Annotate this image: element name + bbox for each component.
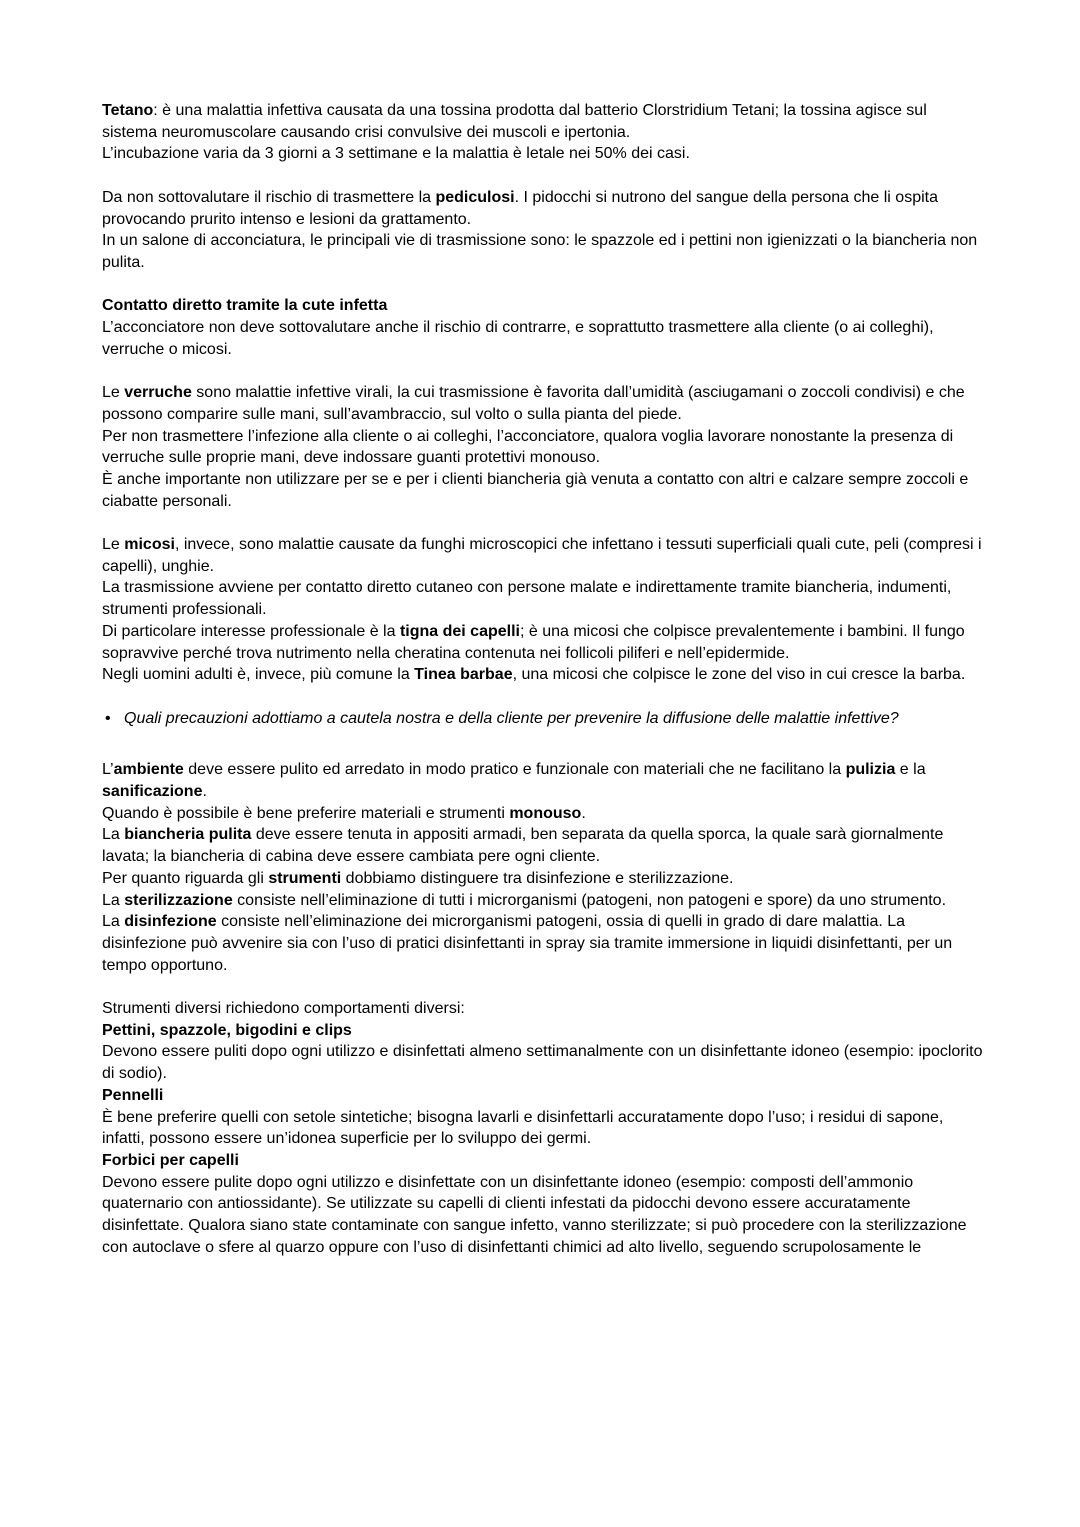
text-segment: È anche importante non utilizzare per se e per i clienti biancheria già venuta a contatto con altri e calzare sempre zoccoli e ciabatte personali. <box>102 470 969 510</box>
bold-text-segment: biancheria pulita <box>124 826 252 844</box>
text-segment: deve essere tenuta in appositi armadi, ben separata da quella sporca, la quale sarà giornalmente lavata; la biancheria di cabina deve essere cambiata pere ogni cliente. <box>102 826 944 866</box>
section-heading <box>102 295 986 317</box>
paragraph-gap <box>102 686 986 708</box>
text-segment: Le <box>102 384 125 402</box>
text-line <box>102 1041 986 1084</box>
text-line <box>102 469 986 512</box>
text-line <box>102 759 986 802</box>
bold-text-segment: pulizia <box>845 761 896 779</box>
text-segment: Per non trasmettere l’infezione alla cliente o ai colleghi, l’acconciatore, qualora voglia lavorare nonostante la presenza di verruche sulle proprie mani, deve indossare guanti protettivi monouso. <box>102 427 954 467</box>
text-segment: È bene preferire quelli con setole sintetiche; bisogna lavarli e disinfettarli accuratamente dopo l’uso; i residui di sapone, infatti, possono essere un’idonea superficie per lo sviluppo dei germi. <box>102 1108 944 1148</box>
text-segment: e la <box>895 761 926 779</box>
paragraph-gap <box>102 512 986 534</box>
paragraph <box>102 100 986 165</box>
text-line <box>102 1020 986 1042</box>
bold-text-segment: Forbici per capelli <box>102 1151 239 1169</box>
text-segment: consiste nell’eliminazione di tutti i microrganismi (patogeni, non patogeni e spore) da uno strumento. <box>232 891 947 909</box>
text-segment: . I pidocchi si nutrono del sangue della persona che li ospita provocando prurito intenso e lesioni da grattamento. <box>102 188 938 228</box>
text-segment: consiste nell’eliminazione dei microrganismi patogeni, ossia di quelli in grado di dare malattia. La disinfezione può avvenire sia con l’uso di pratici disinfettanti in spray sia tramite immersione in liquidi disinfettanti, per un tempo opportuno. <box>102 913 953 974</box>
text-line <box>102 100 986 143</box>
text-segment: L’incubazione varia da 3 giorni a 3 settimane e la malattia è letale nei 50% dei casi. <box>102 145 690 163</box>
bold-text-segment: pediculosi <box>435 188 515 206</box>
bold-text-segment: Pennelli <box>102 1086 164 1104</box>
text-segment: La trasmissione avviene per contatto diretto cutaneo con persone malate e indirettamente tramite biancheria, indumenti, strumenti professionali. <box>102 579 952 619</box>
text-segment: Le <box>102 536 125 553</box>
bold-text-segment: verruche <box>124 384 192 402</box>
bold-text-segment: sterilizzazione <box>124 891 233 909</box>
text-line <box>102 317 986 360</box>
paragraph <box>102 382 986 512</box>
bullet-item <box>102 708 986 730</box>
bold-text-segment: Tinea barbae <box>414 666 513 684</box>
text-segment: Devono essere pulite dopo ogni utilizzo e disinfettate con un disinfettante idoneo (esempio: composti dell’ammonio quaternario con antiossidante). Se utilizzate su capelli di clienti infestati da pidocchi devono essere accuratamente disinfettate. Qualora siano state contaminate con sangue infetto, vanno sterilizzate; si può procedere con la sterilizzazione con autoclave o sfere al quarzo oppure con l’uso di disinfettanti chimici ad alto livello, seguendo scrupolosamente le <box>102 1173 967 1256</box>
text-segment: ; è una micosi che colpisce prevalentemente i bambini. Il fungo sopravvive perché trova nutrimento nella cheratina contenuta nei follicoli piliferi e nell’epidermide. <box>102 622 965 662</box>
text-segment: dobbiamo distinguere tra disinfezione e sterilizzazione. <box>341 869 734 887</box>
bold-text-segment: strumenti <box>268 869 342 887</box>
text-segment: . <box>581 804 586 822</box>
text-line <box>102 230 986 273</box>
bold-text-segment: Tetano <box>102 102 154 119</box>
bullet-text <box>124 708 899 730</box>
text-line <box>102 426 986 469</box>
text-segment: , una micosi che colpisce le zone del viso in cui cresce la barba. <box>512 666 966 684</box>
text-line <box>102 534 986 577</box>
text-segment: deve essere pulito ed arredato in modo pratico e funzionale con materiali che ne facilitano la <box>183 761 846 779</box>
text-line <box>102 1150 986 1172</box>
text-segment: Quando è possibile è bene preferire materiali e strumenti <box>102 804 510 822</box>
bold-text-segment: ambiente <box>113 761 184 779</box>
text-line <box>102 664 986 686</box>
bullet-icon: • <box>105 709 111 727</box>
text-line <box>102 868 986 890</box>
paragraph <box>102 759 986 976</box>
text-line <box>102 143 986 165</box>
bold-text-segment: Pettini, spazzole, bigodini e clips <box>102 1021 352 1039</box>
text-line <box>102 1172 986 1259</box>
text-line <box>102 295 986 317</box>
text-segment: , invece, sono malattie causate da funghi microscopici che infettano i tessuti superficiali quali cute, peli (compresi i capelli), unghie. <box>102 536 982 575</box>
bold-text-segment: sanificazione <box>102 783 203 801</box>
paragraph <box>102 534 986 686</box>
text-segment: Negli uomini adulti è, invece, più comune la <box>102 666 415 684</box>
text-segment: Di particolare interesse professionale è la <box>102 622 400 640</box>
text-line <box>102 824 986 867</box>
paragraph-gap <box>102 976 986 998</box>
text-line <box>102 998 986 1020</box>
text-segment: . <box>202 783 207 801</box>
text-line <box>102 1107 986 1150</box>
text-segment: La <box>102 826 125 844</box>
text-line <box>124 708 899 730</box>
text-line <box>102 382 986 425</box>
text-line <box>102 577 986 620</box>
text-line <box>102 890 986 912</box>
paragraph-gap <box>102 274 986 296</box>
paragraph-gap <box>102 360 986 382</box>
bold-text-segment: Contatto diretto tramite la cute infetta <box>102 297 388 315</box>
bold-text-segment: tigna dei capelli <box>399 622 520 640</box>
text-segment: sono malattie infettive virali, la cui trasmissione è favorita dall’umidità (asciugamani o zoccoli condivisi) e che possono comparire sulle mani, sull’avambraccio, sul volto o sulla pianta del piede. <box>102 384 965 423</box>
text-segment: Devono essere puliti dopo ogni utilizzo e disinfettati almeno settimanalmente con un disinfettante idoneo (esempio: ipoclorito di sodio). <box>102 1043 983 1083</box>
text-line <box>102 803 986 825</box>
paragraph-gap <box>102 729 986 759</box>
text-segment: In un salone di acconciatura, le principali vie di trasmissione sono: le spazzole ed i pettini non igienizzati o la biancheria non pulita. <box>102 232 978 271</box>
text-segment: La <box>102 913 125 931</box>
text-segment: La <box>102 891 125 909</box>
text-segment: Per quanto riguarda gli <box>102 869 269 887</box>
text-segment: : è una malattia infettiva causata da una tossina prodotta dal batterio Clorstridium Tetani; la tossina agisce sul sistema neuromuscolare causando crisi convulsive dei muscoli e ipertonia. <box>102 102 927 141</box>
bold-text-segment: disinfezione <box>124 913 217 931</box>
bold-text-segment: monouso <box>509 804 582 822</box>
text-segment: L’acconciatore non deve sottovalutare anche il rischio di contrarre, e soprattutto trasmettere alla cliente (o ai colleghi), verruche o micosi. <box>102 319 934 358</box>
text-segment: L’ <box>102 761 114 779</box>
text-line <box>102 621 986 664</box>
italic-text-segment: Quali precauzioni adottiamo a cautela nostra e della cliente per prevenire la diffusione delle malattie infettive? <box>124 709 899 727</box>
paragraph <box>102 187 986 274</box>
paragraph-gap <box>102 165 986 187</box>
document-content <box>102 100 986 1258</box>
bold-text-segment: micosi <box>124 536 175 553</box>
text-line <box>102 187 986 230</box>
paragraph <box>102 317 986 360</box>
paragraph <box>102 998 986 1258</box>
text-segment: Strumenti diversi richiedono comportamenti diversi: <box>102 1000 465 1018</box>
text-line <box>102 1085 986 1107</box>
text-line <box>102 911 986 976</box>
text-segment: Da non sottovalutare il rischio di trasmettere la <box>102 188 436 206</box>
